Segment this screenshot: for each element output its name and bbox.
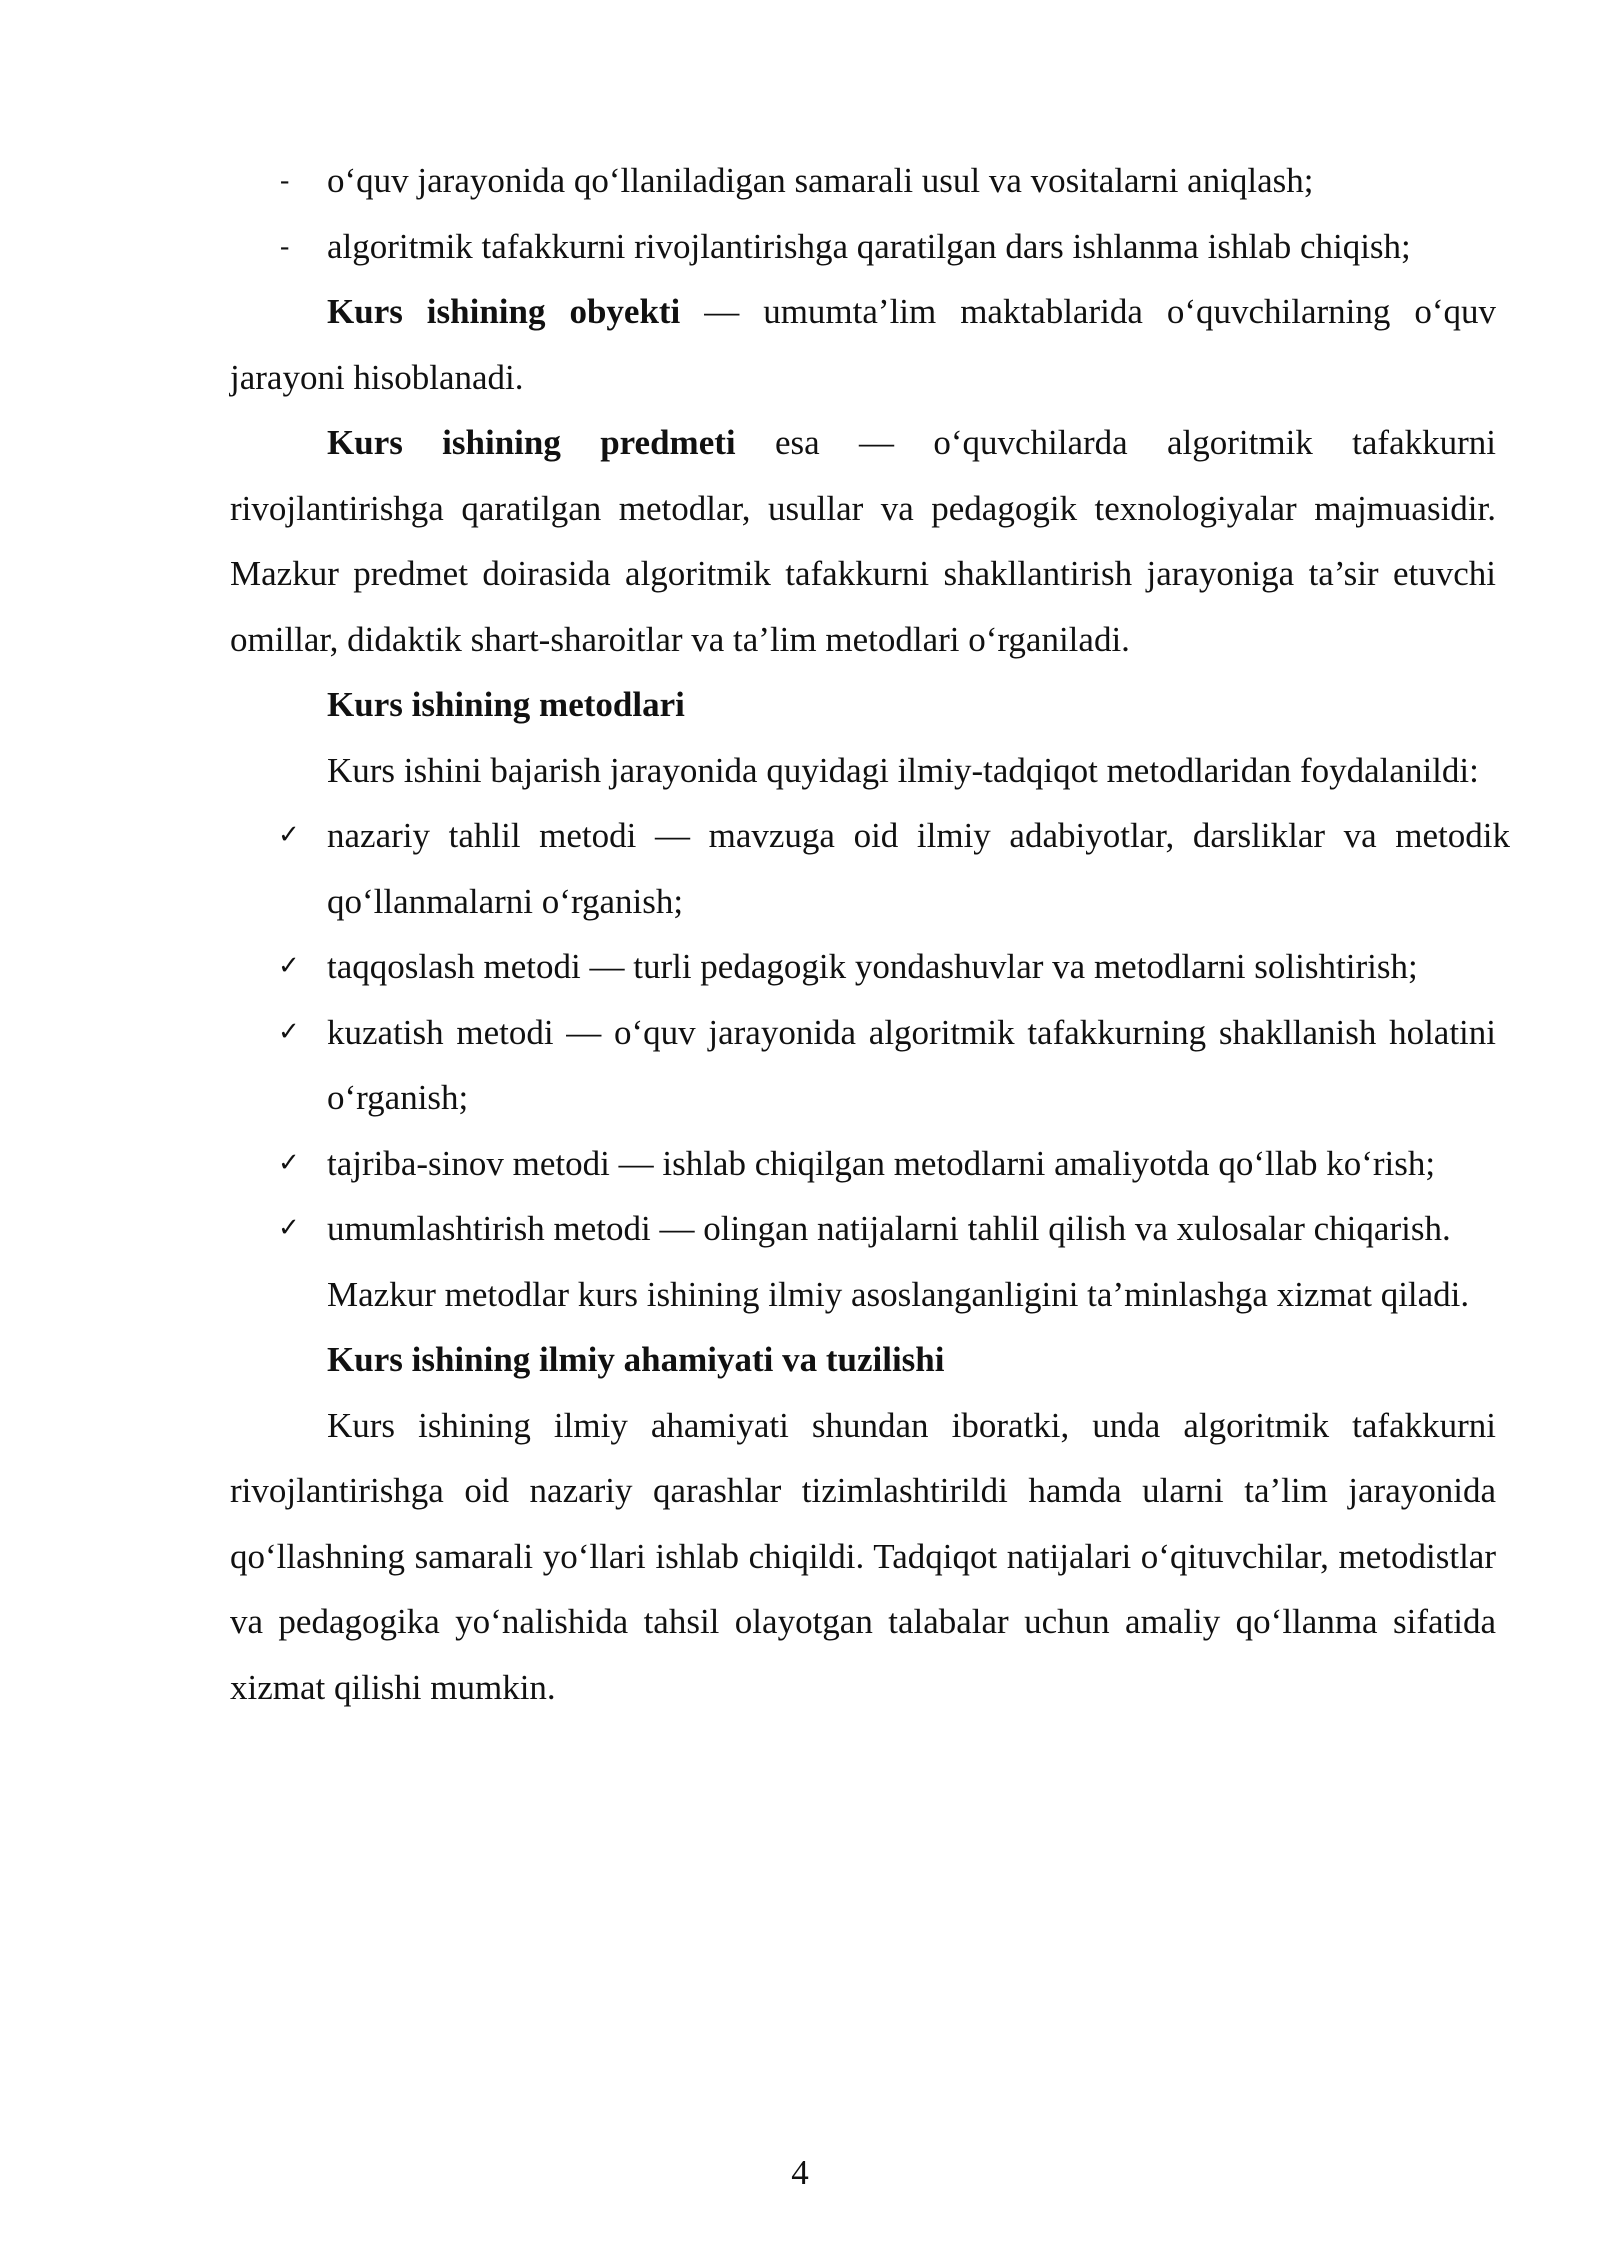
- method-list-item: [230, 1131, 1496, 1197]
- goal-text: algoritmik tafakkurni rivojlantirishga qaratilgan dars ishlanma ishlab chiqish;: [327, 226, 1411, 266]
- significance-heading: Kurs ishining ilmiy ahamiyati va tuzilishi: [327, 1340, 945, 1379]
- method-list-item: [230, 934, 1510, 1000]
- dash-bullet: -: [280, 165, 290, 196]
- subject-paragraph: [230, 410, 1496, 672]
- subject-text: esa — o‘quvchilarda algoritmik tafakkurni rivojlantirishga qaratilgan metodlar, usullar va pedagogik texnologiyalar majmuasidir. Mazkur predmet doirasida algoritmik tafakkurni shakllantirish jarayoniga ta’sir etuvchi omillar, didaktik shart-sharoitlar va ta’lim metodlari o‘rganiladi.: [230, 423, 1496, 659]
- goal-list-item: [230, 148, 1496, 214]
- goal-list-item: [230, 214, 1496, 280]
- dash-bullet: -: [280, 230, 290, 262]
- object-text: — umumta’lim maktablarida o‘quvchilarning o‘quv jarayoni hisoblanadi.: [230, 292, 1496, 397]
- method-text: taqqoslash metodi — turli pedagogik yondashuvlar va metodlarni solishtirish;: [327, 947, 1418, 986]
- method-text: umumlashtirish metodi — olingan natijalarni tahlil qilish va xulosalar chiqarish.: [327, 1209, 1451, 1248]
- document-page: [230, 148, 1510, 1720]
- checkmark-icon: ✓: [278, 1147, 300, 1178]
- methods-conclusion: Mazkur metodlar kurs ishining ilmiy asoslanganligini ta’minlashga xizmat qiladi.: [327, 1274, 1470, 1314]
- object-term: Kurs ishining obyekti: [327, 292, 681, 331]
- checkmark-icon: ✓: [278, 951, 300, 981]
- methods-heading: Kurs ishining metodlari: [327, 685, 685, 724]
- checkmark-icon: ✓: [278, 820, 300, 850]
- subject-term: Kurs ishining predmeti: [327, 423, 736, 462]
- method-text: kuzatish metodi — o‘quv jarayonida algoritmik tafakkurning shakllanish holatini o‘rganish;: [327, 1012, 1496, 1117]
- method-list-item: [230, 803, 1510, 934]
- goal-text: o‘quv jarayonida qo‘llaniladigan samarali usul va vositalarni aniqlash;: [327, 161, 1314, 200]
- method-list-item: [230, 1000, 1496, 1131]
- significance-paragraph: Kurs ishining ilmiy ahamiyati shundan iboratki, unda algoritmik tafakkurni rivojlantirishga oid nazariy qarashlar tizimlashtirildi hamda ularni ta’lim jarayonida qo‘llashning samarali yo‘llari ishlab chiqildi. Tadqiqot natijalari o‘qituvchilar, metodistlar va pedagogika yo‘nalishida tahsil olayotgan talabalar uchun amaliy qo‘llanma sifatida xizmat qilishi mumkin.: [230, 1405, 1496, 1707]
- methods-intro: Kurs ishini bajarish jarayonida quyidagi ilmiy-tadqiqot metodlaridan foydalanildi:: [327, 750, 1479, 790]
- method-text: tajriba-sinov metodi — ishlab chiqilgan metodlarni amaliyotda qo‘llab ko‘rish;: [327, 1143, 1436, 1183]
- checkmark-icon: ✓: [278, 1016, 300, 1047]
- method-list-item: [230, 1196, 1496, 1262]
- object-paragraph: [230, 279, 1496, 410]
- method-text: nazariy tahlil metodi — mavzuga oid ilmiy adabiyotlar, darsliklar va metodik qo‘llanmalarni o‘rganish;: [327, 816, 1510, 921]
- checkmark-icon: ✓: [278, 1213, 300, 1243]
- page-number: 4: [791, 2153, 809, 2192]
